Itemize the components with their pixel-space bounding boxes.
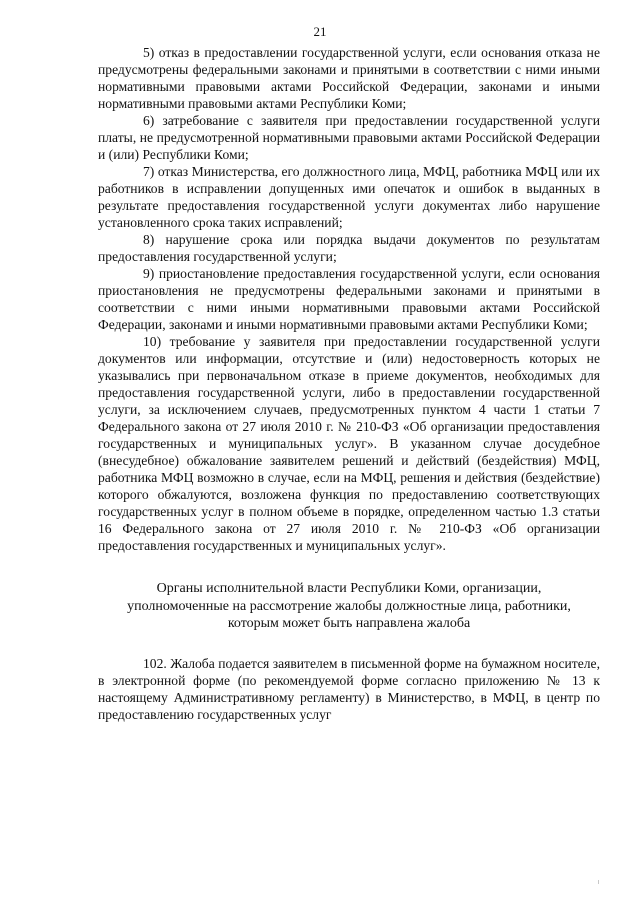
- list-item-9: 9) приостановление предоставления государственной услуги, если основания приостановления не предусмотрены федеральными законами и принятыми в соответствии с ними иными нормативными правовыми актами Российской Федерации, законами и иными нормативными правовыми актами Республики Коми;: [98, 266, 600, 332]
- list-item-7: 7) отказ Министерства, его должностного лица, МФЦ, работника МФЦ или их работников в исправлении допущенных ими опечаток и ошибок в выданных в результате предоставления государственной услуги документах либо нарушение установленного срока таких исправлений;: [98, 164, 600, 230]
- section-heading: Органы исполнительной власти Республики Коми, организации, уполномоченные на рассмотрение жалобы должностные лица, работники, которым может быть направлена жалоба: [127, 581, 571, 631]
- page-number: 21: [313, 24, 327, 39]
- list-item-8: 8) нарушение срока или порядка выдачи документов по результатам предоставления государственной услуги;: [98, 232, 600, 264]
- list-item-5: 5) отказ в предоставлении государственной услуги, если основания отказа не предусмотрены федеральными законами и принятыми в соответствии с ними иными нормативными правовыми актами Российской Федерации, законами и иными нормативными правовыми актами Республики Коми;: [98, 45, 600, 111]
- list-item-10: 10) требование у заявителя при предоставлении государственной услуги документов или информации, отсутствие и (или) недостоверность которых не указывались при первоначальном отказе в приеме документов, необходимых для предоставления государственной услуги, либо в предоставлении государственной услуги, за исключением случаев, предусмотренных пунктом 4 части 1 статьи 7 Федерального закона от 27 июля 2010 г. № 210-ФЗ «Об организации предоставления государственных и муниципальных услуг». В указанном случае досудебное (внесудебное) обжалование заявителем решений и действий (бездействия) МФЦ, работника МФЦ возможно в случае, если на МФЦ, решения и действия (бездействие) которого обжалуются, возложена функция по предоставлению соответствующих государственных услуг в полном объеме в порядке, определенном частью 1.3 статьи 16 Федерального закона от 27 июля 2010 г. № 210-ФЗ «Об организации предоставления государственных и муниципальных услуг».: [98, 334, 600, 553]
- list-item-6: 6) затребование с заявителя при предоставлении государственной услуги платы, не предусмотренной нормативными правовыми актами Российской Федерации и (или) Республики Коми;: [98, 113, 600, 162]
- paragraph-102: 102. Жалоба подается заявителем в письменной форме на бумажном носителе, в электронной форме (по рекомендуемой форме согласно приложению № 13 к настоящему Административному регламенту) в Министерство, в МФЦ, в центр по предоставлению государственных услуг: [98, 655, 600, 722]
- document-body: [98, 44, 600, 723]
- scan-artifact: [598, 880, 599, 884]
